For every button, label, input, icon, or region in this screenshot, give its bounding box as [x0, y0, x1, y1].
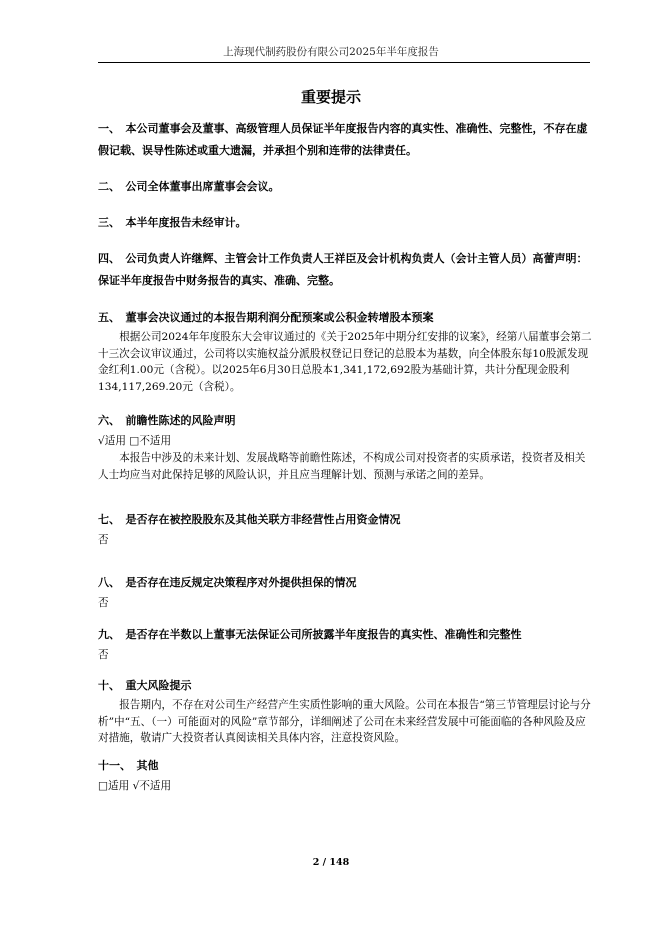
section-7-answer: 否 [98, 534, 109, 546]
section-2-text: 二、 公司全体董事出席董事会会议。 [98, 180, 280, 193]
section-10-heading: 十、 重大风险提示 [98, 679, 192, 692]
section-3 [98, 212, 594, 234]
page-title: 重要提示 [300, 88, 361, 106]
section-6-body: 本报告中涉及的未来计划、发展战略等前瞻性陈述，不构成公司对投资者的实质承诺，投资者及相关人士均应当对此保持足够的风险认识，并且应当理解计划、预测与承诺之间的差异。 [98, 452, 586, 481]
section-7-heading: 七、 是否存在被控股股东及其他关联方非经营性占用资金情况 [98, 513, 401, 526]
header-rule [98, 62, 590, 63]
section-4 [98, 248, 594, 292]
section-9-answer: 否 [98, 649, 109, 661]
section-11-applicability: □适用 √不适用 [98, 780, 172, 792]
section-4-text: 四、 公司负责人许继辉、主管会计工作负责人王祥臣及会计机构负责人（会计主管人员）高蕾声明：保证半年度报告中财务报告的真实、准确、完整。 [98, 252, 588, 287]
running-header: 上海现代制药股份有限公司2025年半年度报告 [223, 46, 439, 58]
section-10 [98, 675, 594, 747]
section-2 [98, 176, 594, 198]
section-11 [98, 755, 594, 795]
section-8 [98, 572, 594, 612]
page-number: 2 / 148 [312, 857, 350, 868]
section-6 [98, 410, 594, 483]
section-5-body: 根据公司2024年年度股东大会审议通过的《关于2025年中期分红安排的议案》，经第八届董事会第二十三次会议审议通过，公司将以实施权益分派股权登记日登记的总股本为基数，向全体股东每10股派发现金红利1.00元（含税）。以2025年6月30日总股本1,341,172,692股为基础计算，共计分配现金股利134,117,269.20元（含税）。 [98, 331, 592, 394]
section-9-heading: 九、 是否存在半数以上董事无法保证公司所披露半年度报告的真实性、准确性和完整性 [98, 628, 522, 641]
section-3-text: 三、 本半年度报告未经审计。 [98, 216, 247, 229]
section-5-heading: 五、 董事会决议通过的本报告期利润分配预案或公积金转增股本预案 [98, 311, 434, 324]
section-5 [98, 307, 594, 396]
section-7 [98, 509, 594, 549]
section-11-heading: 十一、 其他 [98, 759, 159, 772]
section-8-heading: 八、 是否存在违反规定决策程序对外提供担保的情况 [98, 576, 357, 589]
section-6-applicability: √适用 □不适用 [98, 435, 172, 447]
section-6-heading: 六、 前瞻性陈述的风险声明 [98, 414, 236, 427]
section-10-body: 报告期内，不存在对公司生产经营产生实质性影响的重大风险。公司在本报告“第三节管理层讨论与分析”中“五、（一）可能面对的风险”章节部分，详细阐述了公司在未来经营发展中可能面临的各种风险及应对措施，敬请广大投资者认真阅读相关具体内容，注意投资风险。 [98, 699, 591, 745]
section-9 [98, 624, 594, 664]
section-1-text: 一、 本公司董事会及董事、高级管理人员保证半年度报告内容的真实性、准确性、完整性，不存在虚假记载、误导性陈述或重大遗漏，并承担个别和连带的法律责任。 [98, 122, 588, 157]
section-1 [98, 118, 594, 162]
section-8-answer: 否 [98, 597, 109, 609]
